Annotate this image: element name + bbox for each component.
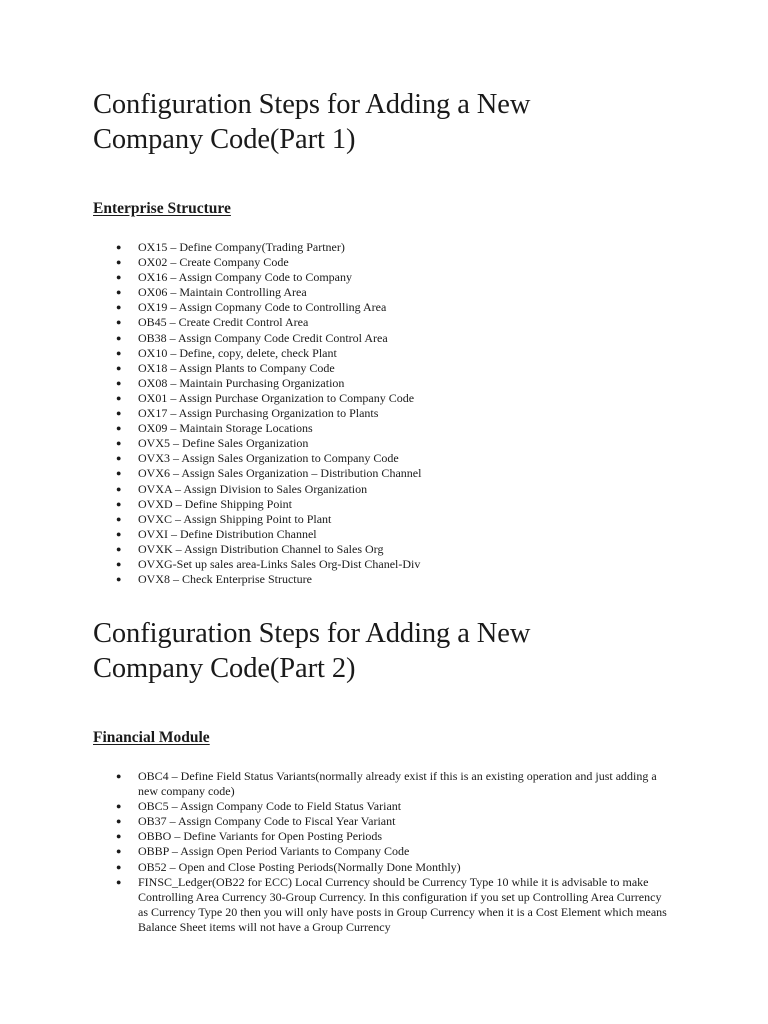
bullet-icon: ● [116,392,122,403]
bullet-icon: ● [116,513,122,524]
list-item: ● OVXD – Define Shipping Point [116,496,292,511]
bullet-icon: ● [116,543,122,554]
part-1-title-line-2: Company Code(Part 1) [93,124,356,155]
list-item: ● OVXC – Assign Shipping Point to Plant [116,511,332,526]
bullet-icon: ● [116,408,122,419]
bullet-icon: ● [116,287,122,298]
list-item: ● OX18 – Assign Plants to Company Code [116,360,335,375]
bullet-icon: ● [116,438,122,449]
list-item: ● OX16 – Assign Company Code to Company [116,270,353,285]
bullet-icon: ● [116,257,122,268]
bullet-icon: ● [116,876,122,887]
financial-module-list [93,769,733,935]
list-item: ● OVX6 – Assign Sales Organization – Distribution Channel [116,466,422,481]
list-item: ● OX15 – Define Company(Trading Partner) [116,240,345,254]
bullet-icon: ● [116,272,122,283]
list-item: ● OX01 – Assign Purchase Organization to Company Code [116,390,415,405]
part-2-section [93,616,733,935]
bullet-icon: ● [116,498,122,509]
list-item: ● OVXK – Assign Distribution Channel to Sales Org [116,541,384,556]
bullet-icon: ● [116,332,122,343]
part-2-title-line-2: Company Code(Part 2) [93,653,356,684]
list-item: ● OBC4 – Define Field Status Variants(normally already exist if this is an existing operation and just adding a new company code) [116,769,657,799]
bullet-icon: ● [116,771,122,781]
part-1-title-line-1: Configuration Steps for Adding a New [93,89,531,120]
list-item: ● OB38 – Assign Company Code Credit Control Area [116,330,388,345]
bullet-icon: ● [116,816,122,827]
list-item: ● FINSC_Ledger(OB22 for ECC) Local Currency should be Currency Type 10 while it is advisable to make Controlling Area Currency 30-Group Currency. In this configuration if you set up Controlling Area Currency as Currency Type 20 then you will only have posts in Group Currency when it is a Cost Element which means Balance Sheet items will not have a Group Currency [116,874,667,934]
list-item: ● OVX8 – Check Enterprise Structure [116,572,312,587]
list-item: ● OB45 – Create Credit Control Area [116,315,309,330]
bullet-icon: ● [116,846,122,857]
list-item: ● OBBP – Assign Open Period Variants to Company Code [116,844,410,859]
enterprise-structure-heading: Enterprise Structure [93,200,231,217]
part-2-title-line-1: Configuration Steps for Adding a New [93,618,531,649]
bullet-icon: ● [116,362,122,373]
list-item: ● OX10 – Define, copy, delete, check Plant [116,345,337,360]
part-2-title [93,616,733,686]
financial-module-heading: Financial Module [93,729,210,746]
bullet-icon: ● [116,423,122,434]
list-item: ● OVXA – Assign Division to Sales Organization [116,481,368,496]
bullet-icon: ● [116,801,122,812]
list-item: ● OVX5 – Define Sales Organization [116,436,309,451]
bullet-icon: ● [116,302,122,313]
list-item: ● OVX3 – Assign Sales Organization to Company Code [116,451,399,466]
list-item: ● OX17 – Assign Purchasing Organization to Plants [116,406,379,421]
list-item: ● OVXI – Define Distribution Channel [116,526,317,541]
part-1-section [93,87,733,587]
list-item: ● OVXG-Set up sales area-Links Sales Org-Dist Chanel-Div [116,556,421,571]
enterprise-structure-list [93,240,733,587]
list-item: ● OB52 – Open and Close Posting Periods(Normally Done Monthly) [116,859,461,874]
list-item: ● OBC5 – Assign Company Code to Field Status Variant [116,799,402,814]
list-item: ● OBBO – Define Variants for Open Posting Periods [116,829,383,844]
list-item: ● OX06 – Maintain Controlling Area [116,285,307,300]
bullet-icon: ● [116,242,122,252]
bullet-icon: ● [116,377,122,388]
bullet-icon: ● [116,861,122,872]
part-1-title [93,87,733,157]
bullet-icon: ● [116,528,122,539]
bullet-icon: ● [116,317,122,328]
bullet-icon: ● [116,831,122,842]
bullet-icon: ● [116,574,122,585]
list-item: ● OB37 – Assign Company Code to Fiscal Year Variant [116,814,396,829]
bullet-icon: ● [116,453,122,464]
bullet-icon: ● [116,558,122,569]
bullet-icon: ● [116,347,122,358]
bullet-icon: ● [116,468,122,479]
bullet-icon: ● [116,483,122,494]
list-item: ● OX19 – Assign Copmany Code to Controlling Area [116,300,387,315]
list-item: ● OX08 – Maintain Purchasing Organization [116,375,345,390]
list-item: ● OX09 – Maintain Storage Locations [116,421,313,436]
list-item: ● OX02 – Create Company Code [116,255,289,270]
